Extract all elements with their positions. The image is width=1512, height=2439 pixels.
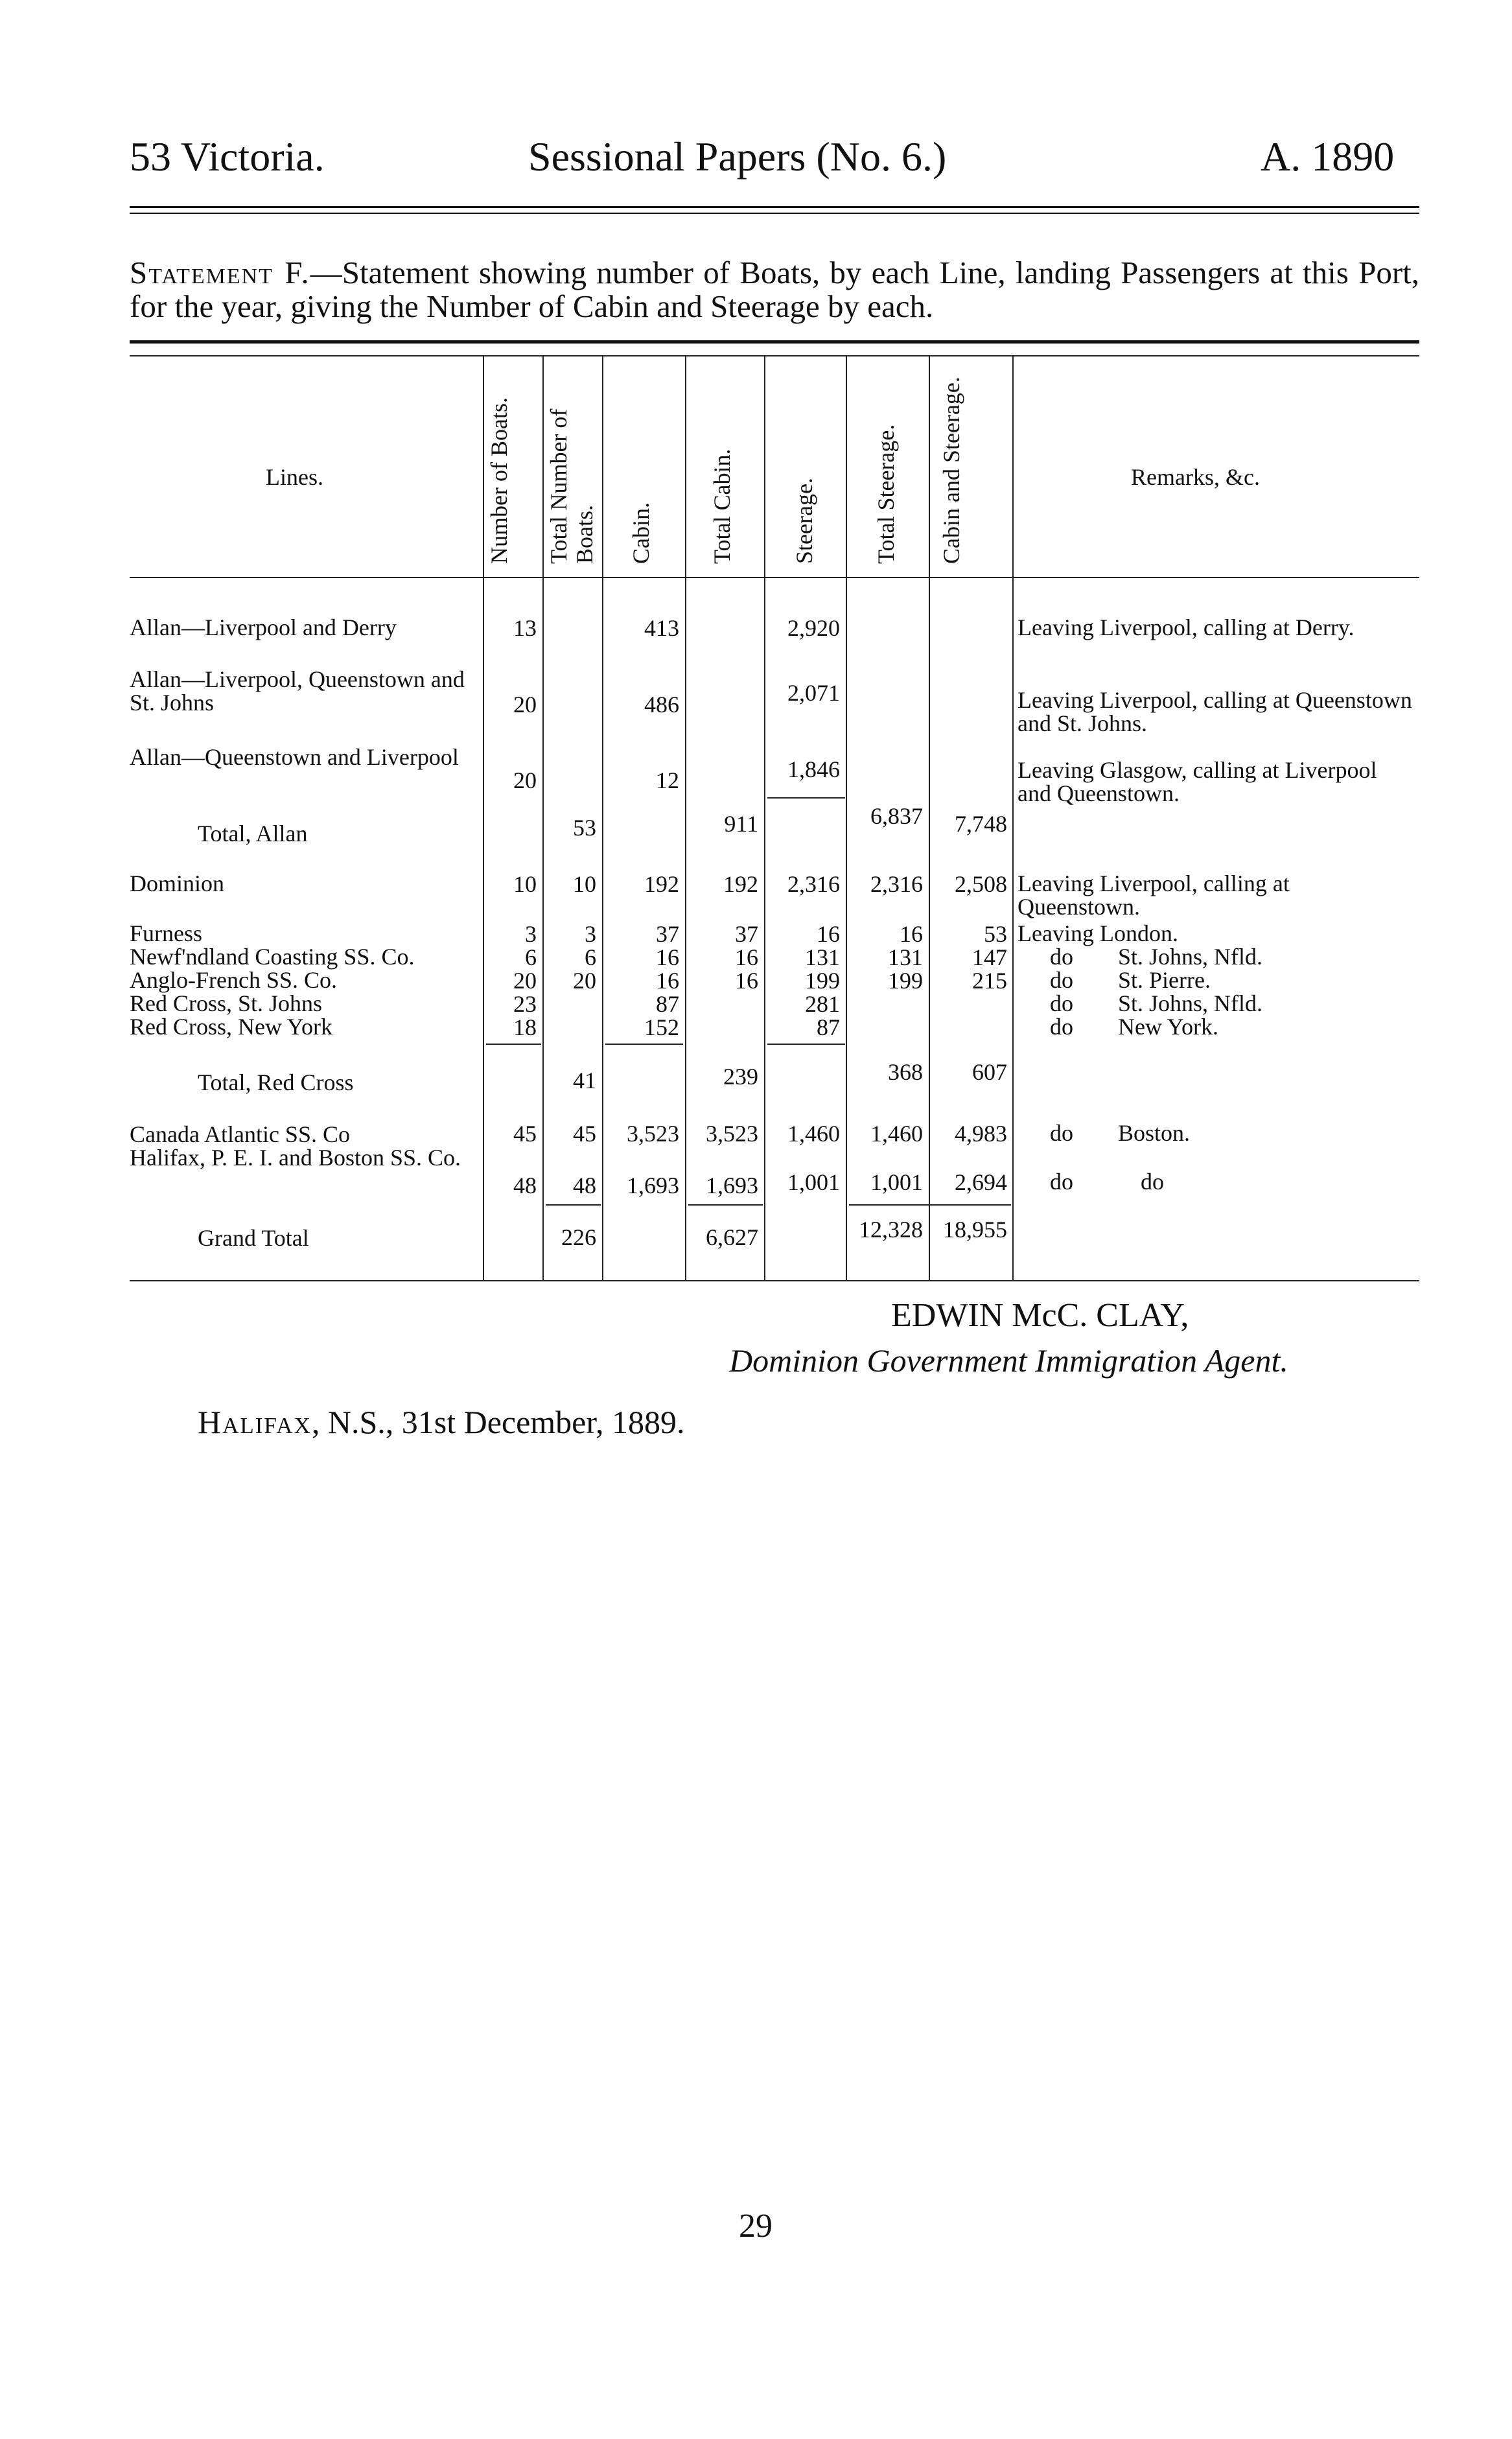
cell-remark-do: do [1050, 1120, 1073, 1146]
cell-cabin: 413 [644, 615, 679, 641]
col-header-cabin: Cabin. [628, 502, 654, 564]
header-series: Sessional Papers (No. 6.) [528, 134, 947, 180]
cell-remark-do: do [1050, 1014, 1073, 1040]
col-divider [685, 355, 686, 1280]
cell-cabin: 87 [656, 991, 679, 1017]
cell-cabin-steerage: 18,955 [943, 1217, 1007, 1243]
table-row-line: Allan—Liverpool, Queenstown and St. Johns [130, 666, 465, 716]
cell-cabin-steerage: 4,983 [955, 1121, 1007, 1147]
cell-remark: Boston. [1118, 1120, 1191, 1146]
cell-cabin: 16 [656, 968, 679, 994]
cell-total-steerage: 1,460 [870, 1121, 923, 1147]
cell-boats: 6 [525, 944, 537, 970]
cell-boats: 20 [513, 692, 537, 718]
cell-boats: 10 [513, 871, 537, 897]
cell-total-steerage: 199 [888, 968, 923, 994]
cell-total-boats: 10 [573, 871, 596, 897]
col-divider [483, 355, 484, 1280]
cell-steerage: 2,316 [787, 871, 840, 897]
total-rule [546, 1204, 601, 1206]
table-row-line: Canada Atlantic SS. Co [130, 1121, 350, 1147]
cell-total-steerage: 2,316 [870, 871, 923, 897]
cell-cabin: 1,693 [627, 1173, 679, 1198]
cell-cabin-steerage: 215 [972, 968, 1007, 994]
cell-steerage: 281 [805, 991, 840, 1017]
col-header-total-cabin: Total Cabin. [709, 449, 735, 564]
cell-total-boats: 20 [573, 968, 596, 994]
col-divider [542, 355, 544, 1280]
table-row-line: Red Cross, St. Johns [130, 990, 323, 1016]
cell-total-steerage: 12,328 [859, 1217, 923, 1243]
cell-cabin-steerage: 2,508 [955, 871, 1007, 897]
cell-total-steerage: 1,001 [870, 1169, 923, 1195]
col-divider [929, 355, 930, 1280]
cell-cabin: 12 [656, 767, 679, 793]
statement-label: Statement F. [130, 255, 310, 290]
table-row-line: Furness [130, 920, 203, 946]
cell-total-boats: 48 [573, 1173, 596, 1198]
cell-cabin: 16 [656, 944, 679, 970]
cell-cabin-steerage: 147 [972, 944, 1007, 970]
cell-cabin-steerage: 7,748 [955, 811, 1007, 837]
col-header-num-boats: Number of Boats. [486, 397, 512, 564]
subtotal-rule [767, 797, 845, 799]
table-row-line: Allan—Queenstown and Liverpool [130, 744, 459, 770]
cell-remark: St. Johns, Nfld. [1118, 990, 1263, 1016]
col-header-cabin-steerage: Cabin and Steerage. [938, 377, 964, 564]
col-header-lines: Lines. [266, 464, 323, 490]
cell-total-boats: 226 [561, 1224, 596, 1250]
cell-remark: St. Johns, Nfld. [1118, 944, 1263, 970]
table-row-line: Anglo-French SS. Co. [130, 967, 338, 993]
cell-cabin: 3,523 [627, 1121, 679, 1147]
cell-remark-do: do [1050, 1169, 1073, 1195]
cell-boats: 45 [513, 1121, 537, 1147]
total-rule [688, 1204, 763, 1206]
cell-steerage: 131 [805, 944, 840, 970]
col-divider [764, 355, 765, 1280]
cell-steerage: 1,001 [787, 1169, 840, 1195]
statement-text: —Statement showing number of Boats, by each Line, landing Passengers at this Port, for the year, giving the Number of Cabin and Steerage by each. [130, 255, 1419, 324]
cell-total-boats: 53 [573, 815, 596, 841]
cell-remark: Leaving London. [1018, 920, 1178, 946]
table-row-line: Newf'ndland Coasting SS. Co. [130, 944, 415, 970]
col-header-total-boats: Total Number of Boats. [546, 408, 598, 564]
cell-cabin: 192 [644, 871, 679, 897]
subtotal-rule [767, 1044, 845, 1045]
subtotal-rule [605, 1044, 683, 1045]
signature-name: EDWIN McC. CLAY, [891, 1297, 1189, 1334]
cell-total-boats: 6 [585, 944, 596, 970]
cell-steerage: 199 [805, 968, 840, 994]
cell-boats: 20 [513, 767, 537, 793]
cell-steerage: 2,071 [787, 680, 840, 706]
cell-boats: 20 [513, 968, 537, 994]
total-rule [849, 1204, 1011, 1206]
cell-remark: Leaving Glasgow, calling at Liverpool and Queenstown. [1018, 757, 1377, 806]
cell-cabin-steerage: 607 [972, 1059, 1007, 1085]
cell-remark: Leaving Liverpool, calling at Queenstown and St. Johns. [1018, 687, 1412, 736]
cell-total-boats: 41 [573, 1068, 596, 1093]
cell-remark: St. Pierre. [1118, 967, 1211, 993]
cell-remark-do: do [1050, 967, 1073, 993]
table-row-line: Total, Allan [198, 821, 308, 846]
cell-total-cabin: 37 [735, 921, 758, 947]
header-year: A. 1890 [1261, 134, 1395, 180]
cell-boats: 48 [513, 1173, 537, 1198]
subtotal-rule [486, 1044, 541, 1045]
cell-steerage: 1,846 [787, 756, 840, 782]
cell-total-cabin: 192 [723, 871, 758, 897]
table-row-line: Halifax, P. E. I. and Boston SS. Co. [130, 1145, 461, 1171]
cell-cabin: 37 [656, 921, 679, 947]
col-divider [1012, 355, 1014, 1280]
cell-total-boats: 45 [573, 1121, 596, 1147]
table-row-line: Allan—Liverpool and Derry [130, 614, 397, 640]
cell-boats: 18 [513, 1014, 537, 1040]
header-bottom-line [130, 577, 1419, 578]
cell-total-steerage: 6,837 [870, 803, 923, 829]
cell-remark-do: do [1050, 944, 1073, 970]
cell-boats: 23 [513, 991, 537, 1017]
table-row-line: Dominion [130, 870, 225, 896]
cell-total-cabin: 3,523 [706, 1121, 758, 1147]
col-header-total-steerage: Total Steerage. [873, 424, 899, 564]
cell-cabin: 152 [644, 1014, 679, 1040]
cell-steerage: 1,460 [787, 1121, 840, 1147]
cell-cabin-steerage: 53 [984, 921, 1007, 947]
col-divider [846, 355, 847, 1280]
place-city: Halifax [198, 1404, 312, 1440]
cell-cabin: 486 [644, 692, 679, 718]
table-row-line: Grand Total [198, 1225, 309, 1251]
cell-steerage: 87 [817, 1014, 840, 1040]
table-bottom-line [130, 1280, 1419, 1281]
cell-steerage: 2,920 [787, 615, 840, 641]
table-row-line: Red Cross, New York [130, 1014, 333, 1040]
page-number: 29 [739, 2208, 773, 2245]
place-date [198, 1403, 685, 1441]
cell-total-cabin: 6,627 [706, 1224, 758, 1250]
cell-total-steerage: 131 [888, 944, 923, 970]
table-top-line [130, 355, 1419, 356]
col-header-steerage: Steerage. [791, 478, 817, 564]
cell-total-cabin: 911 [724, 811, 758, 837]
header-volume: 53 Victoria. [130, 134, 325, 180]
table-row-line: Total, Red Cross [198, 1069, 354, 1095]
cell-total-steerage: 368 [888, 1059, 923, 1085]
cell-total-cabin: 16 [735, 944, 758, 970]
cell-cabin-steerage: 2,694 [955, 1169, 1007, 1195]
signature-title: Dominion Government Immigration Agent. [729, 1342, 1288, 1379]
col-header-remarks: Remarks, &c. [1131, 464, 1260, 490]
cell-total-steerage: 16 [900, 921, 923, 947]
cell-remark-do: do [1050, 990, 1073, 1016]
cell-total-boats: 3 [585, 921, 596, 947]
cell-remark: do [1141, 1169, 1164, 1195]
col-divider [602, 355, 603, 1280]
cell-total-cabin: 16 [735, 968, 758, 994]
place-rest: , N.S., 31st December, 1889. [311, 1404, 685, 1440]
cell-remark: Leaving Liverpool, calling at Derry. [1018, 614, 1355, 640]
cell-total-cabin: 239 [723, 1064, 758, 1090]
cell-remark: New York. [1118, 1014, 1219, 1040]
cell-boats: 13 [513, 615, 537, 641]
cell-boats: 3 [525, 921, 537, 947]
cell-steerage: 16 [817, 921, 840, 947]
cell-remark: Leaving Liverpool, calling at Queenstown. [1018, 870, 1290, 920]
cell-total-cabin: 1,693 [706, 1173, 758, 1198]
